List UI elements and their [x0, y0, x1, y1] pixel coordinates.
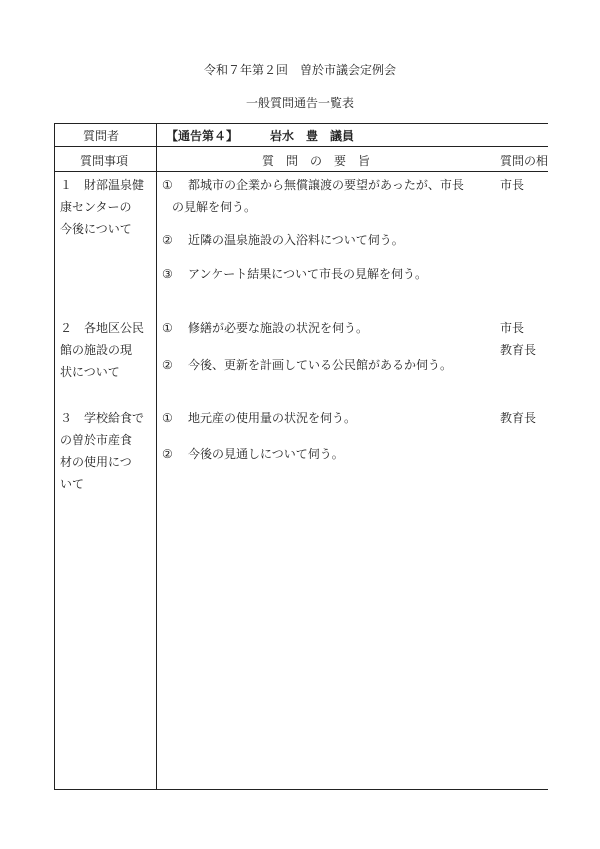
- row-2-matter: [60, 317, 144, 383]
- matter-line: 状について: [60, 365, 120, 379]
- column-header-divider: [54, 171, 548, 172]
- item-text-line: 今後の見通しについて伺う。: [188, 447, 344, 461]
- row-3-matter: [60, 407, 144, 495]
- item-number: ②: [162, 447, 173, 461]
- questioner-label: 質問者: [83, 129, 120, 143]
- respondent-line: 教育長: [500, 343, 537, 357]
- matter-line: 康センターの: [60, 200, 132, 214]
- member-name: 岩水 豊 議員: [270, 129, 355, 143]
- table-bottom-border: [54, 789, 548, 790]
- matter-line: 館の施設の現: [60, 343, 133, 357]
- document-subtitle: 一般質問通告一覧表: [245, 96, 354, 110]
- item-number: ③: [162, 267, 173, 281]
- row-1-matter: [60, 174, 144, 240]
- row-3-respondent: [500, 407, 536, 429]
- item-number: ②: [162, 233, 173, 247]
- item-number: ①: [162, 178, 173, 192]
- matter-line: 材の使用につ: [60, 455, 132, 469]
- item-text-line: の見解を伺う。: [172, 200, 257, 214]
- header-divider: [54, 146, 548, 147]
- notice-number: 【通告第４】: [166, 129, 239, 143]
- table-left-border: [54, 123, 55, 790]
- item-number: ①: [162, 321, 173, 335]
- row-1-respondent: [500, 174, 524, 196]
- item-text-line: 近隣の温泉施設の入浴料について伺う。: [188, 233, 404, 247]
- respondent-line: 教育長: [500, 411, 537, 425]
- item-text-line: アンケート結果について市長の見解を伺う。: [188, 267, 428, 281]
- item-number: ②: [162, 358, 173, 372]
- matter-line: １ 財部温泉健: [60, 178, 145, 192]
- matter-line: ３ 学校給食で: [60, 411, 145, 425]
- row-2-respondent: [500, 317, 536, 361]
- respondent-line: 市長: [500, 321, 525, 335]
- item-text-line: 都城市の企業から無償譲渡の要望があったが、市長: [188, 178, 464, 192]
- document-title: 令和７年第２回 曽於市議会定例会: [203, 63, 396, 77]
- item-number: ①: [162, 411, 173, 425]
- table-top-border: [54, 123, 548, 124]
- item-text-line: 地元産の使用量の状況を伺う。: [188, 411, 357, 425]
- respondent-line: 市長: [500, 178, 525, 192]
- column-divider: [156, 123, 157, 790]
- matter-line: いて: [60, 477, 85, 491]
- column-respondent: 質問の相: [500, 154, 549, 168]
- matter-line: ２ 各地区公民: [60, 321, 145, 335]
- item-text-line: 今後、更新を計画している公民館があるか伺う。: [188, 358, 453, 372]
- column-matter: 質問事項: [80, 154, 129, 168]
- matter-line: 今後について: [60, 222, 132, 236]
- matter-line: の曽於市産食: [60, 433, 133, 447]
- column-gist: 質 問 の 要 旨: [262, 154, 371, 168]
- item-text-line: 修繕が必要な施設の状況を伺う。: [188, 321, 369, 335]
